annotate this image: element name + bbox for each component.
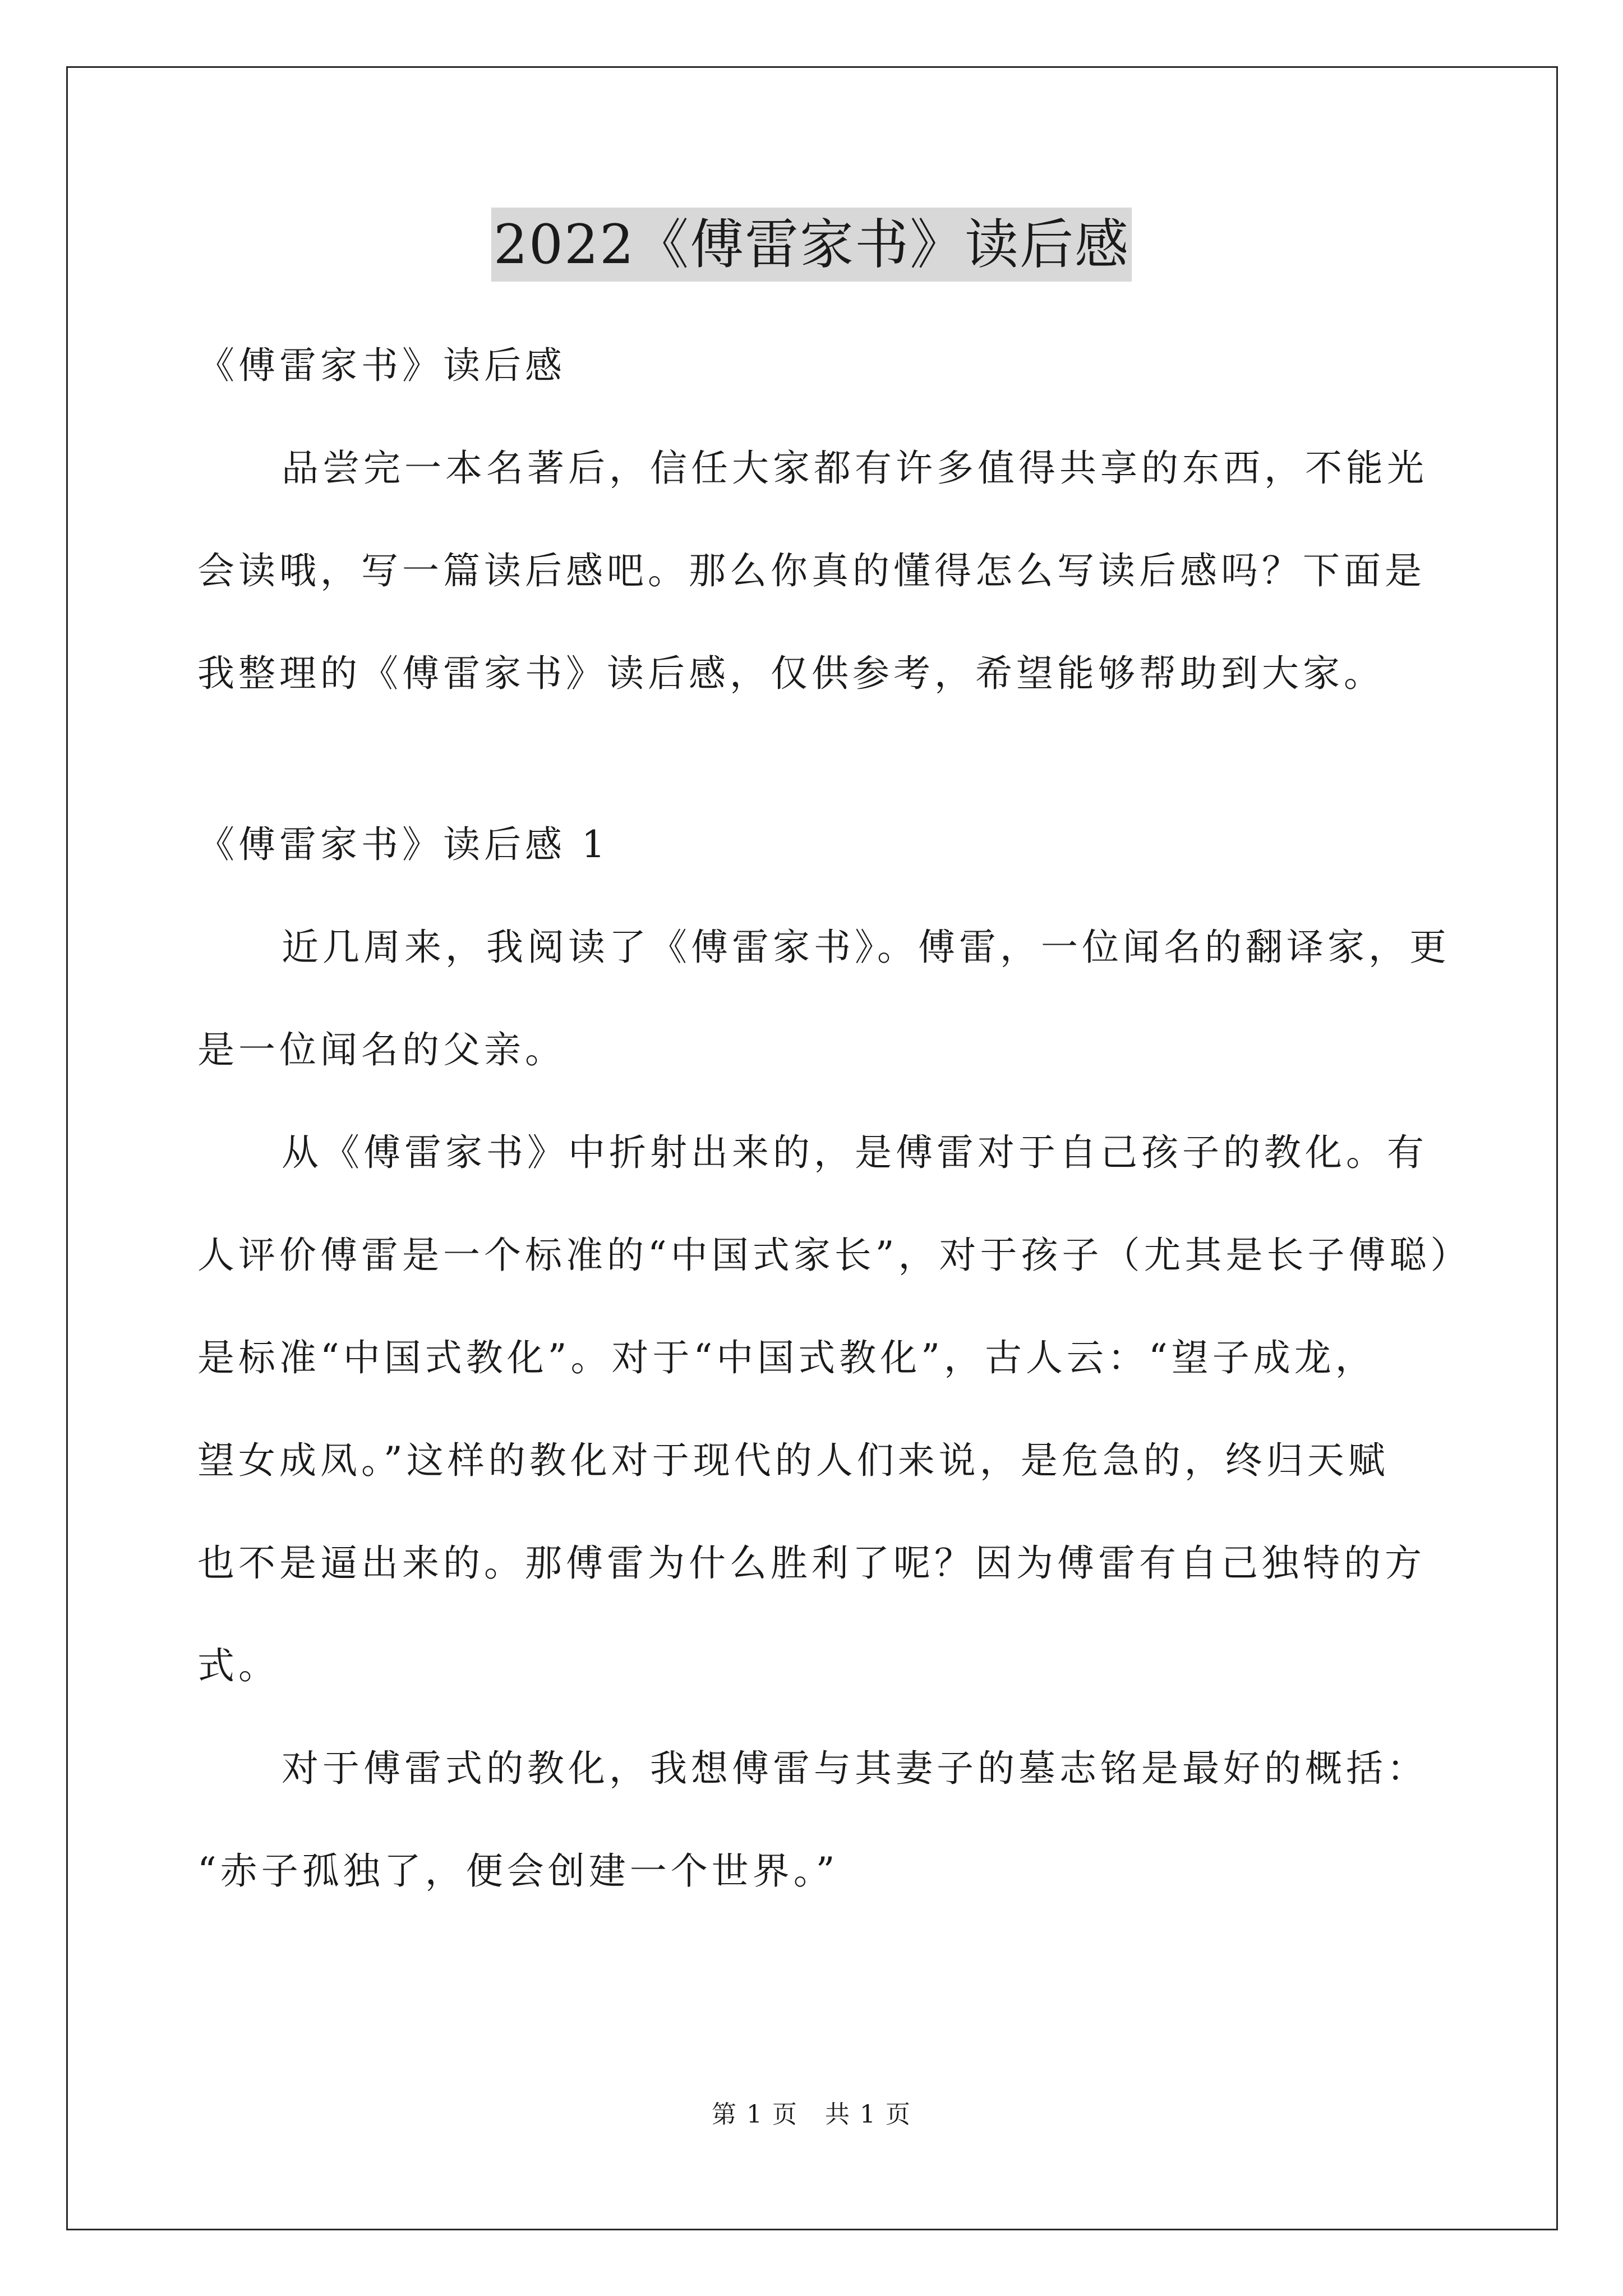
page-total: 共 1 页: [825, 2100, 911, 2129]
paragraph-line: 近几周来，我阅读了《傅雷家书》。傅雷，一位闻名的翻译家，更: [282, 926, 1450, 969]
spacer: [197, 725, 1431, 793]
paragraph-line: 望女成凤。”这样的教化对于现代的人们来说，是危急的，终归天赋: [197, 1439, 1389, 1482]
paragraph-line: 是一位闻名的父亲。: [197, 1028, 566, 1071]
paragraph-line: 对于傅雷式的教化，我想傅雷与其妻子的墓志铭是最好的概括：: [282, 1747, 1428, 1790]
paragraph-line: “赤子孤独了，便会创建一个世界。”: [197, 1849, 839, 1893]
paragraph-line: 是标准“中国式教化”。对于“中国式教化”，古人云：“望子成龙，: [197, 1336, 1376, 1379]
document-body: [197, 314, 1472, 1922]
subtitle: 《傅雷家书》读后感: [197, 344, 566, 387]
document-title: 2022《傅雷家书》读后感: [491, 208, 1132, 282]
paragraph-line: 人评价傅雷是一个标准的“中国式家长”，对于孩子（尤其是长子傅聪）: [197, 1234, 1472, 1277]
intro-line: 品尝完一本名著后，信任大家都有许多值得共享的东西，不能光: [282, 447, 1428, 490]
intro-line: 我整理的《傅雷家书》读后感，仅供参考，希望能够帮助到大家。: [197, 652, 1385, 695]
title-container: [0, 208, 1623, 282]
paragraph-line: 从《傅雷家书》中折射出来的，是傅雷对于自己孩子的教化。有: [282, 1131, 1428, 1174]
intro-line: 会读哦，写一篇读后感吧。那么你真的懂得怎么写读后感吗？下面是: [197, 549, 1426, 592]
paragraph-line: 式。: [197, 1644, 279, 1687]
page-number: 第 1 页: [712, 2100, 798, 2129]
section-heading: 《傅雷家书》读后感 1: [197, 823, 609, 866]
paragraph-line: 也不是逼出来的。那傅雷为什么胜利了呢？因为傅雷有自己独特的方: [197, 1542, 1426, 1585]
page-footer: [0, 2098, 1623, 2132]
